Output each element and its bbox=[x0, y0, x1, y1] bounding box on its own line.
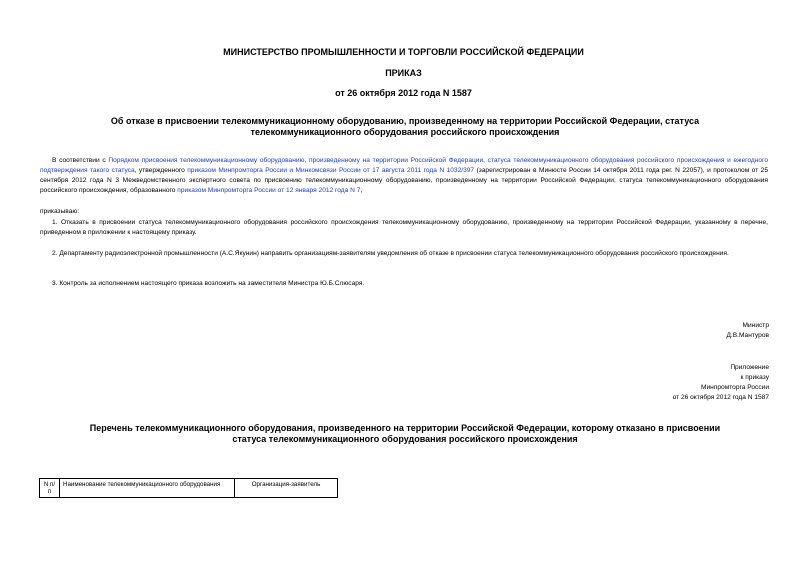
order-item-3-text: 3. Контроль за исполнением настоящего приказа возложить на заместителя Министра Ю.Б.Слюсаря. bbox=[52, 280, 365, 287]
order-item-1 bbox=[40, 218, 768, 238]
ministry-heading: МИНИСТЕРСТВО ПРОМЫШЛЕННОСТИ И ТОРГОВЛИ РОССИЙСКОЙ ФЕДЕРАЦИИ bbox=[223, 47, 584, 57]
signature-position: Министр bbox=[742, 322, 769, 329]
order-item-3 bbox=[40, 279, 768, 289]
order-item-2 bbox=[40, 249, 768, 259]
equipment-table bbox=[39, 478, 338, 498]
order-item-1-text: 1. Отказать в присвоении статуса телекоммуникационного оборудования российского происхождения телекоммуникационному оборудованию, произведенному на территории Российской Федерации, указанному в перечне, приведенном в приложении к настоящему приказу. bbox=[40, 219, 768, 236]
col-equipment-header: Наименование телекоммуникационного оборудования bbox=[60, 479, 235, 498]
preamble-text-3: (зарегистрирован в Минюсте России 14 октября 2011 года рег. N 22057), и протоколом от 25 сентября 2012 года N 3 Межведомственного экспертного совета по присвоению телекоммуникационному оборудованию, произведенному на территории Российской Федерации, статуса телекоммуникационного оборудования российского происхождения, образованного bbox=[40, 167, 768, 194]
doc-type-heading: ПРИКАЗ bbox=[385, 68, 422, 78]
appendix-block bbox=[673, 363, 769, 403]
appendix-line-1: Приложение bbox=[730, 364, 769, 371]
preamble-text-4: , bbox=[360, 187, 363, 194]
procedure-link[interactable]: Порядком присвоения телекоммуникационному оборудованию, произведенному на территории Российской Федерации, статуса телекоммуникационного оборудования российского происхождения и ежегодного подтверждения такого статуса bbox=[40, 157, 768, 174]
col-number-header: N п/п bbox=[40, 479, 60, 498]
council-order-link[interactable]: приказом Минпромторга России от 12 января 2012 года N 7 bbox=[177, 187, 361, 194]
appendix-line-2: к приказу bbox=[740, 374, 769, 381]
list-title: Перечень телекоммуникационного оборудования, произведенного на территории Российской Федерации, которому отказано в присвоении статуса телекоммуникационного оборудования российского происхождения bbox=[89, 423, 721, 444]
doc-date-heading: от 26 октября 2012 года N 1587 bbox=[335, 88, 472, 98]
signature-block bbox=[726, 321, 769, 341]
table-header-row bbox=[40, 479, 338, 498]
order-item-2-text: 2. Департаменту радиоэлектронной промышленности (А.С.Якунин) направить организациям-заявителям уведомления об отказе в присвоении статуса телекоммуникационного оборудования российского происхождения. bbox=[52, 250, 729, 257]
preamble-text-1: В соответствии с bbox=[52, 157, 109, 164]
joint-order-link[interactable]: приказом Минпромторга России и Минкомсвязи России от 17 августа 2011 года N 1032/397 bbox=[187, 167, 475, 174]
col-applicant-header: Организация-заявитель bbox=[235, 479, 338, 498]
preamble-paragraph bbox=[40, 156, 768, 196]
appendix-line-4: от 26 октября 2012 года N 1587 bbox=[672, 394, 769, 401]
appendix-line-3: Минпромторга России bbox=[700, 384, 769, 391]
signature-name: Д.В.Мантуров bbox=[726, 332, 769, 339]
order-title: Об отказе в присвоении телекоммуникационному оборудованию, произведенному на территории Российской Федерации, статуса телекоммуникационного оборудования российского происхождения bbox=[110, 116, 700, 137]
preamble-text-2: , утвержденного bbox=[134, 167, 188, 174]
orders-word: приказываю: bbox=[40, 208, 80, 215]
